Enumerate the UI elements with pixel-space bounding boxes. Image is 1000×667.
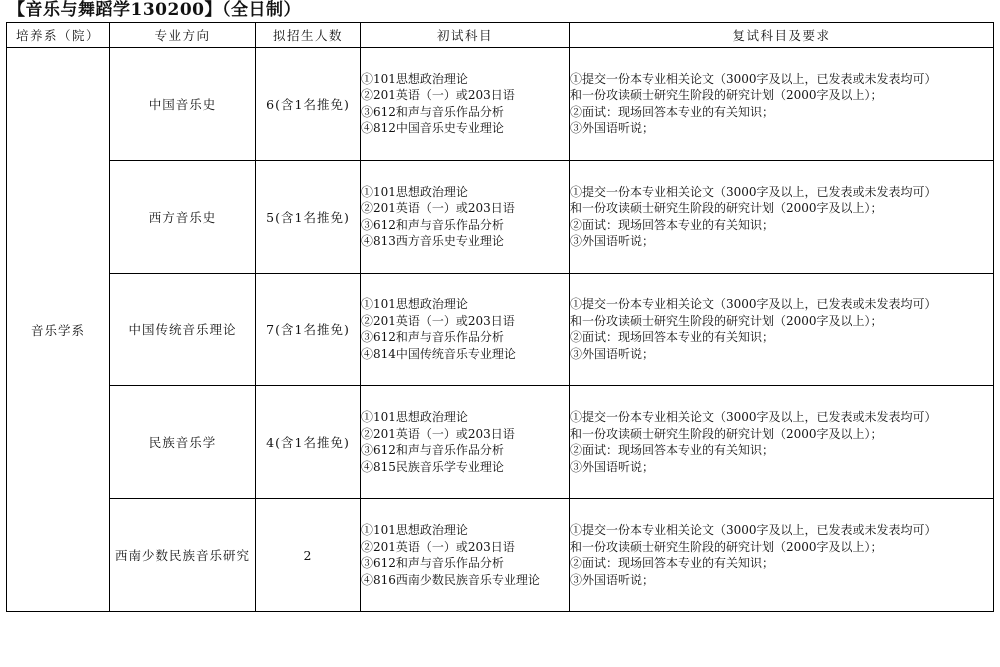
exam-line: ③612和声与音乐作品分析 <box>361 104 504 119</box>
exam-line: ④813西方音乐史专业理论 <box>361 234 504 249</box>
retest-line: ③外国语听说； <box>570 234 655 249</box>
retest-line: ②面试：现场回答本专业的有关知识； <box>570 556 775 571</box>
retest-line: 和一份攻读硕士研究生阶段的研究计划（2000字及以上）； <box>570 426 883 441</box>
retest-line: ①提交一份本专业相关论文（3000字及以上，已发表或未发表均可） <box>570 523 937 538</box>
retest-line: 和一份攻读硕士研究生阶段的研究计划（2000字及以上）； <box>570 88 883 103</box>
exam-line: ②201英语（一）或203日语 <box>361 539 515 554</box>
quota-cell: 7(含1名推免) <box>256 273 361 386</box>
retest-cell <box>570 273 994 386</box>
exam-line: ①101思想政治理论 <box>361 297 468 312</box>
exam-line: ④812中国音乐史专业理论 <box>361 121 504 136</box>
exam-cell <box>361 273 570 386</box>
retest-cell <box>570 499 994 612</box>
exam-cell <box>361 48 570 161</box>
retest-line: ①提交一份本专业相关论文（3000字及以上，已发表或未发表均可） <box>570 297 937 312</box>
retest-line: ③外国语听说； <box>570 121 655 136</box>
department-cell: 音乐学系 <box>7 48 110 612</box>
retest-line: ②面试：现场回答本专业的有关知识； <box>570 217 775 232</box>
retest-line: ②面试：现场回答本专业的有关知识； <box>570 443 775 458</box>
exam-cell <box>361 386 570 499</box>
exam-line: ④816西南少数民族音乐专业理论 <box>361 572 540 587</box>
exam-line: ①101思想政治理论 <box>361 410 468 425</box>
quota-cell: 2 <box>256 499 361 612</box>
retest-line: ①提交一份本专业相关论文（3000字及以上，已发表或未发表均可） <box>570 71 937 86</box>
exam-line: ③612和声与音乐作品分析 <box>361 330 504 345</box>
exam-cell <box>361 499 570 612</box>
retest-line: 和一份攻读硕士研究生阶段的研究计划（2000字及以上）； <box>570 313 883 328</box>
table-row <box>7 273 994 386</box>
direction-cell: 中国传统音乐理论 <box>110 273 256 386</box>
table-row <box>7 48 994 161</box>
header-exam: 初试科目 <box>361 23 570 48</box>
exam-line: ①101思想政治理论 <box>361 523 468 538</box>
quota-cell: 6(含1名推免) <box>256 48 361 161</box>
retest-line: ③外国语听说； <box>570 572 655 587</box>
header-row <box>7 23 994 48</box>
retest-cell <box>570 386 994 499</box>
quota-cell: 4(含1名推免) <box>256 386 361 499</box>
quota-cell: 5(含1名推免) <box>256 160 361 273</box>
exam-cell <box>361 160 570 273</box>
retest-line: ②面试：现场回答本专业的有关知识； <box>570 104 775 119</box>
table-row <box>7 160 994 273</box>
exam-line: ②201英语（一）或203日语 <box>361 201 515 216</box>
direction-cell: 西南少数民族音乐研究 <box>110 499 256 612</box>
header-department: 培养系（院） <box>7 23 110 48</box>
direction-cell: 西方音乐史 <box>110 160 256 273</box>
header-direction: 专业方向 <box>110 23 256 48</box>
header-quota: 拟招生人数 <box>256 23 361 48</box>
direction-cell: 中国音乐史 <box>110 48 256 161</box>
retest-line: ③外国语听说； <box>570 459 655 474</box>
retest-line: ①提交一份本专业相关论文（3000字及以上，已发表或未发表均可） <box>570 184 937 199</box>
retest-line: ②面试：现场回答本专业的有关知识； <box>570 330 775 345</box>
exam-line: ③612和声与音乐作品分析 <box>361 443 504 458</box>
retest-cell <box>570 48 994 161</box>
exam-line: ②201英语（一）或203日语 <box>361 426 515 441</box>
header-retest: 复试科目及要求 <box>570 23 994 48</box>
exam-line: ①101思想政治理论 <box>361 71 468 86</box>
table-row <box>7 386 994 499</box>
page-title: 【音乐与舞蹈学130200】（全日制） <box>8 0 301 20</box>
exam-line: ④815民族音乐学专业理论 <box>361 459 504 474</box>
direction-cell: 民族音乐学 <box>110 386 256 499</box>
exam-line: ②201英语（一）或203日语 <box>361 313 515 328</box>
exam-line: ②201英语（一）或203日语 <box>361 88 515 103</box>
exam-line: ③612和声与音乐作品分析 <box>361 217 504 232</box>
admissions-table <box>6 22 994 612</box>
retest-line: 和一份攻读硕士研究生阶段的研究计划（2000字及以上）； <box>570 201 883 216</box>
exam-line: ③612和声与音乐作品分析 <box>361 556 504 571</box>
retest-line: 和一份攻读硕士研究生阶段的研究计划（2000字及以上）； <box>570 539 883 554</box>
exam-line: ④814中国传统音乐专业理论 <box>361 346 516 361</box>
retest-line: ①提交一份本专业相关论文（3000字及以上，已发表或未发表均可） <box>570 410 937 425</box>
retest-cell <box>570 160 994 273</box>
table-row <box>7 499 994 612</box>
exam-line: ①101思想政治理论 <box>361 184 468 199</box>
retest-line: ③外国语听说； <box>570 346 655 361</box>
